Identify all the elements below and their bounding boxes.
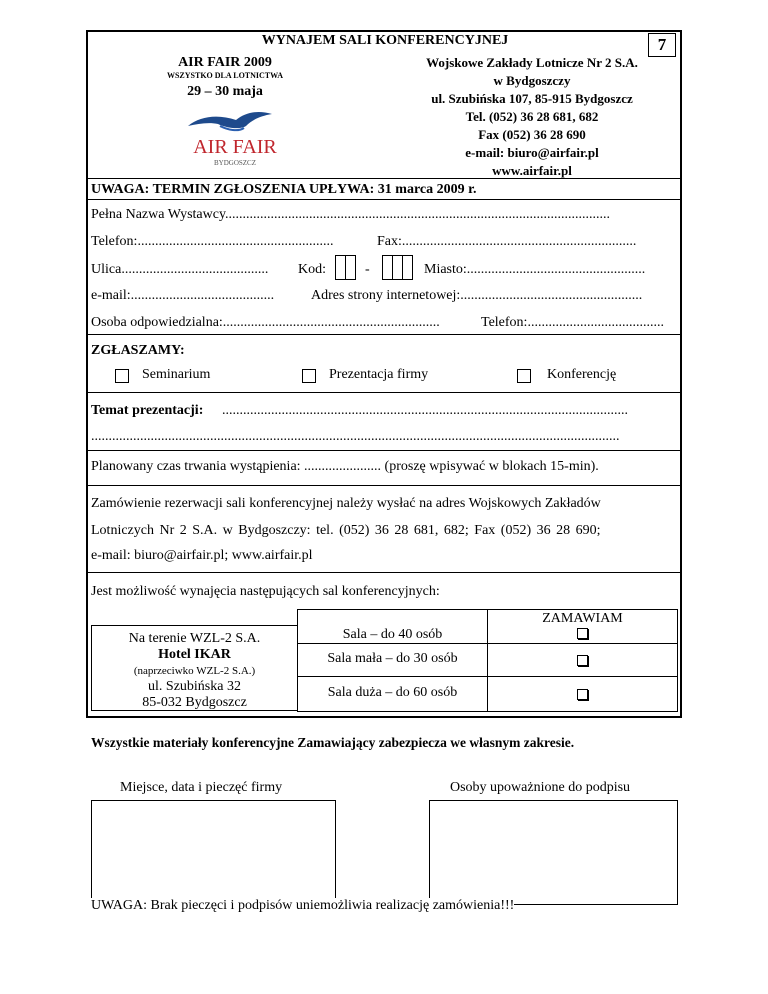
- stamp-box[interactable]: [91, 800, 336, 905]
- seminar-label: Seminarium: [142, 367, 211, 382]
- location-line: (naprzeciwko WZL-2 S.A.): [133, 665, 256, 677]
- org-line: e-mail: biuro@airfair.pl: [465, 145, 599, 160]
- org-line: Fax (052) 36 28 690: [478, 127, 586, 142]
- company-presentation-checkbox[interactable]: [302, 369, 316, 383]
- halls-intro: Jest możliwość wynajęcia następujących sal konferencyjnych:: [91, 584, 440, 599]
- location-line: Na terenie WZL-2 S.A.: [128, 631, 261, 646]
- room-label: Sala mała – do 30 osób: [327, 651, 458, 666]
- place-date-stamp-label: Miejsce, data i pieczęć firmy: [120, 780, 283, 795]
- declare-heading: ZGŁASZAMY:: [91, 343, 185, 358]
- website-field[interactable]: Adres strony internetowej:....................................................: [311, 288, 643, 303]
- order-room-large-checkbox[interactable]: [577, 689, 588, 700]
- signature-warning: UWAGA: Brak pieczęci i podpisów uniemożliwia realizację zamówienia!!!: [91, 898, 515, 913]
- postal-code-digit[interactable]: [402, 255, 413, 280]
- page-title: WYNAJEM SALI KONFERENCYJNEJ: [261, 33, 509, 48]
- deadline-notice: UWAGA: TERMIN ZGŁOSZENIA UPŁYWA: 31 marca 2009 r.: [91, 182, 477, 197]
- divider: [86, 334, 682, 335]
- org-line: ul. Szubińska 107, 85-915 Bydgoszcz: [431, 91, 633, 106]
- postal-code-digit[interactable]: [345, 255, 356, 280]
- org-line: Wojskowe Zakłady Lotnicze Nr 2 S.A.: [426, 55, 638, 70]
- order-room-small-checkbox[interactable]: [577, 655, 588, 666]
- contact-phone-field[interactable]: Telefon:.......................................: [481, 315, 664, 330]
- order-room-40-checkbox[interactable]: [577, 628, 588, 639]
- order-header: ZAMAWIAM: [542, 611, 623, 626]
- divider: [86, 392, 682, 393]
- fax-field[interactable]: Fax:...................................................................: [377, 234, 637, 249]
- org-line: www.airfair.pl: [492, 163, 572, 178]
- event-dates: 29 – 30 maja: [187, 84, 263, 99]
- conference-label: Konferencję: [547, 367, 617, 382]
- divider: [86, 178, 682, 179]
- divider: [86, 450, 682, 451]
- room-label: Sala – do 40 osób: [342, 627, 443, 642]
- phone-field[interactable]: Telefon:........................................................: [91, 234, 334, 249]
- postal-code-label: Kod:: [298, 262, 326, 277]
- hotel-name: Hotel IKAR: [158, 647, 231, 662]
- divider: [297, 643, 488, 644]
- seminar-checkbox[interactable]: [115, 369, 129, 383]
- company-name-field[interactable]: Pełna Nazwa Wystawcy..............................................................................................................: [91, 207, 611, 222]
- org-line: w Bydgoszczy: [493, 73, 571, 88]
- divider: [297, 676, 488, 677]
- air-fair-logo: [180, 108, 290, 168]
- street-field[interactable]: Ulica..........................................: [91, 262, 269, 277]
- room-label: Sala duża – do 60 osób: [327, 685, 458, 700]
- topic-field[interactable]: ....................................................................................................................: [222, 403, 628, 418]
- divider: [86, 199, 682, 200]
- event-tagline: WSZYSTKO DLA LOTNICTWA: [166, 71, 284, 80]
- divider: [487, 676, 678, 677]
- location-line: ul. Szubińska 32: [148, 679, 241, 694]
- halls-table: [91, 609, 678, 712]
- location-line: 85-032 Bydgoszcz: [142, 695, 247, 710]
- org-line: Tel. (052) 36 28 681, 682: [465, 109, 599, 124]
- materials-note: Wszystkie materiały konferencyjne Zamawiający zabezpiecza we własnym zakresie.: [91, 735, 575, 750]
- email-field[interactable]: e-mail:.........................................: [91, 288, 275, 303]
- authorized-signers-label: Osoby upoważnione do podpisu: [450, 780, 631, 795]
- order-info-line: Lotniczych Nr 2 S.A. w Bydgoszczy: tel. (052) 36 28 681, 682; Fax (052) 36 28 690;: [91, 523, 601, 538]
- logo-text: AIR FAIR: [193, 136, 277, 158]
- page-number: 7: [648, 33, 676, 57]
- logo-city: BYDGOSZCZ: [213, 159, 257, 167]
- divider: [86, 485, 682, 486]
- divider: [86, 572, 682, 573]
- divider: [487, 643, 678, 644]
- event-name: AIR FAIR 2009: [178, 55, 272, 70]
- company-presentation-label: Prezentacja firmy: [329, 367, 429, 382]
- order-info-line: e-mail: biuro@airfair.pl; www.airfair.pl: [91, 548, 313, 563]
- topic-field-line2[interactable]: .......................................................................................................................................................: [91, 429, 620, 444]
- signature-box[interactable]: [429, 800, 678, 905]
- city-field[interactable]: Miasto:...................................................: [424, 262, 646, 277]
- duration-field[interactable]: Planowany czas trwania wystąpienia: ...................... (proszę wpisywać w blokach 15-min).: [91, 459, 599, 474]
- topic-label: Temat prezentacji:: [91, 403, 204, 418]
- postal-code-dash: -: [365, 262, 370, 277]
- organization-address: [382, 54, 682, 180]
- order-info-line: Zamówienie rezerwacji sali konferencyjnej należy wysłać na adres Wojskowych Zakładów: [91, 496, 601, 511]
- contact-person-field[interactable]: Osoba odpowiedzialna:..............................................................: [91, 315, 440, 330]
- conference-checkbox[interactable]: [517, 369, 531, 383]
